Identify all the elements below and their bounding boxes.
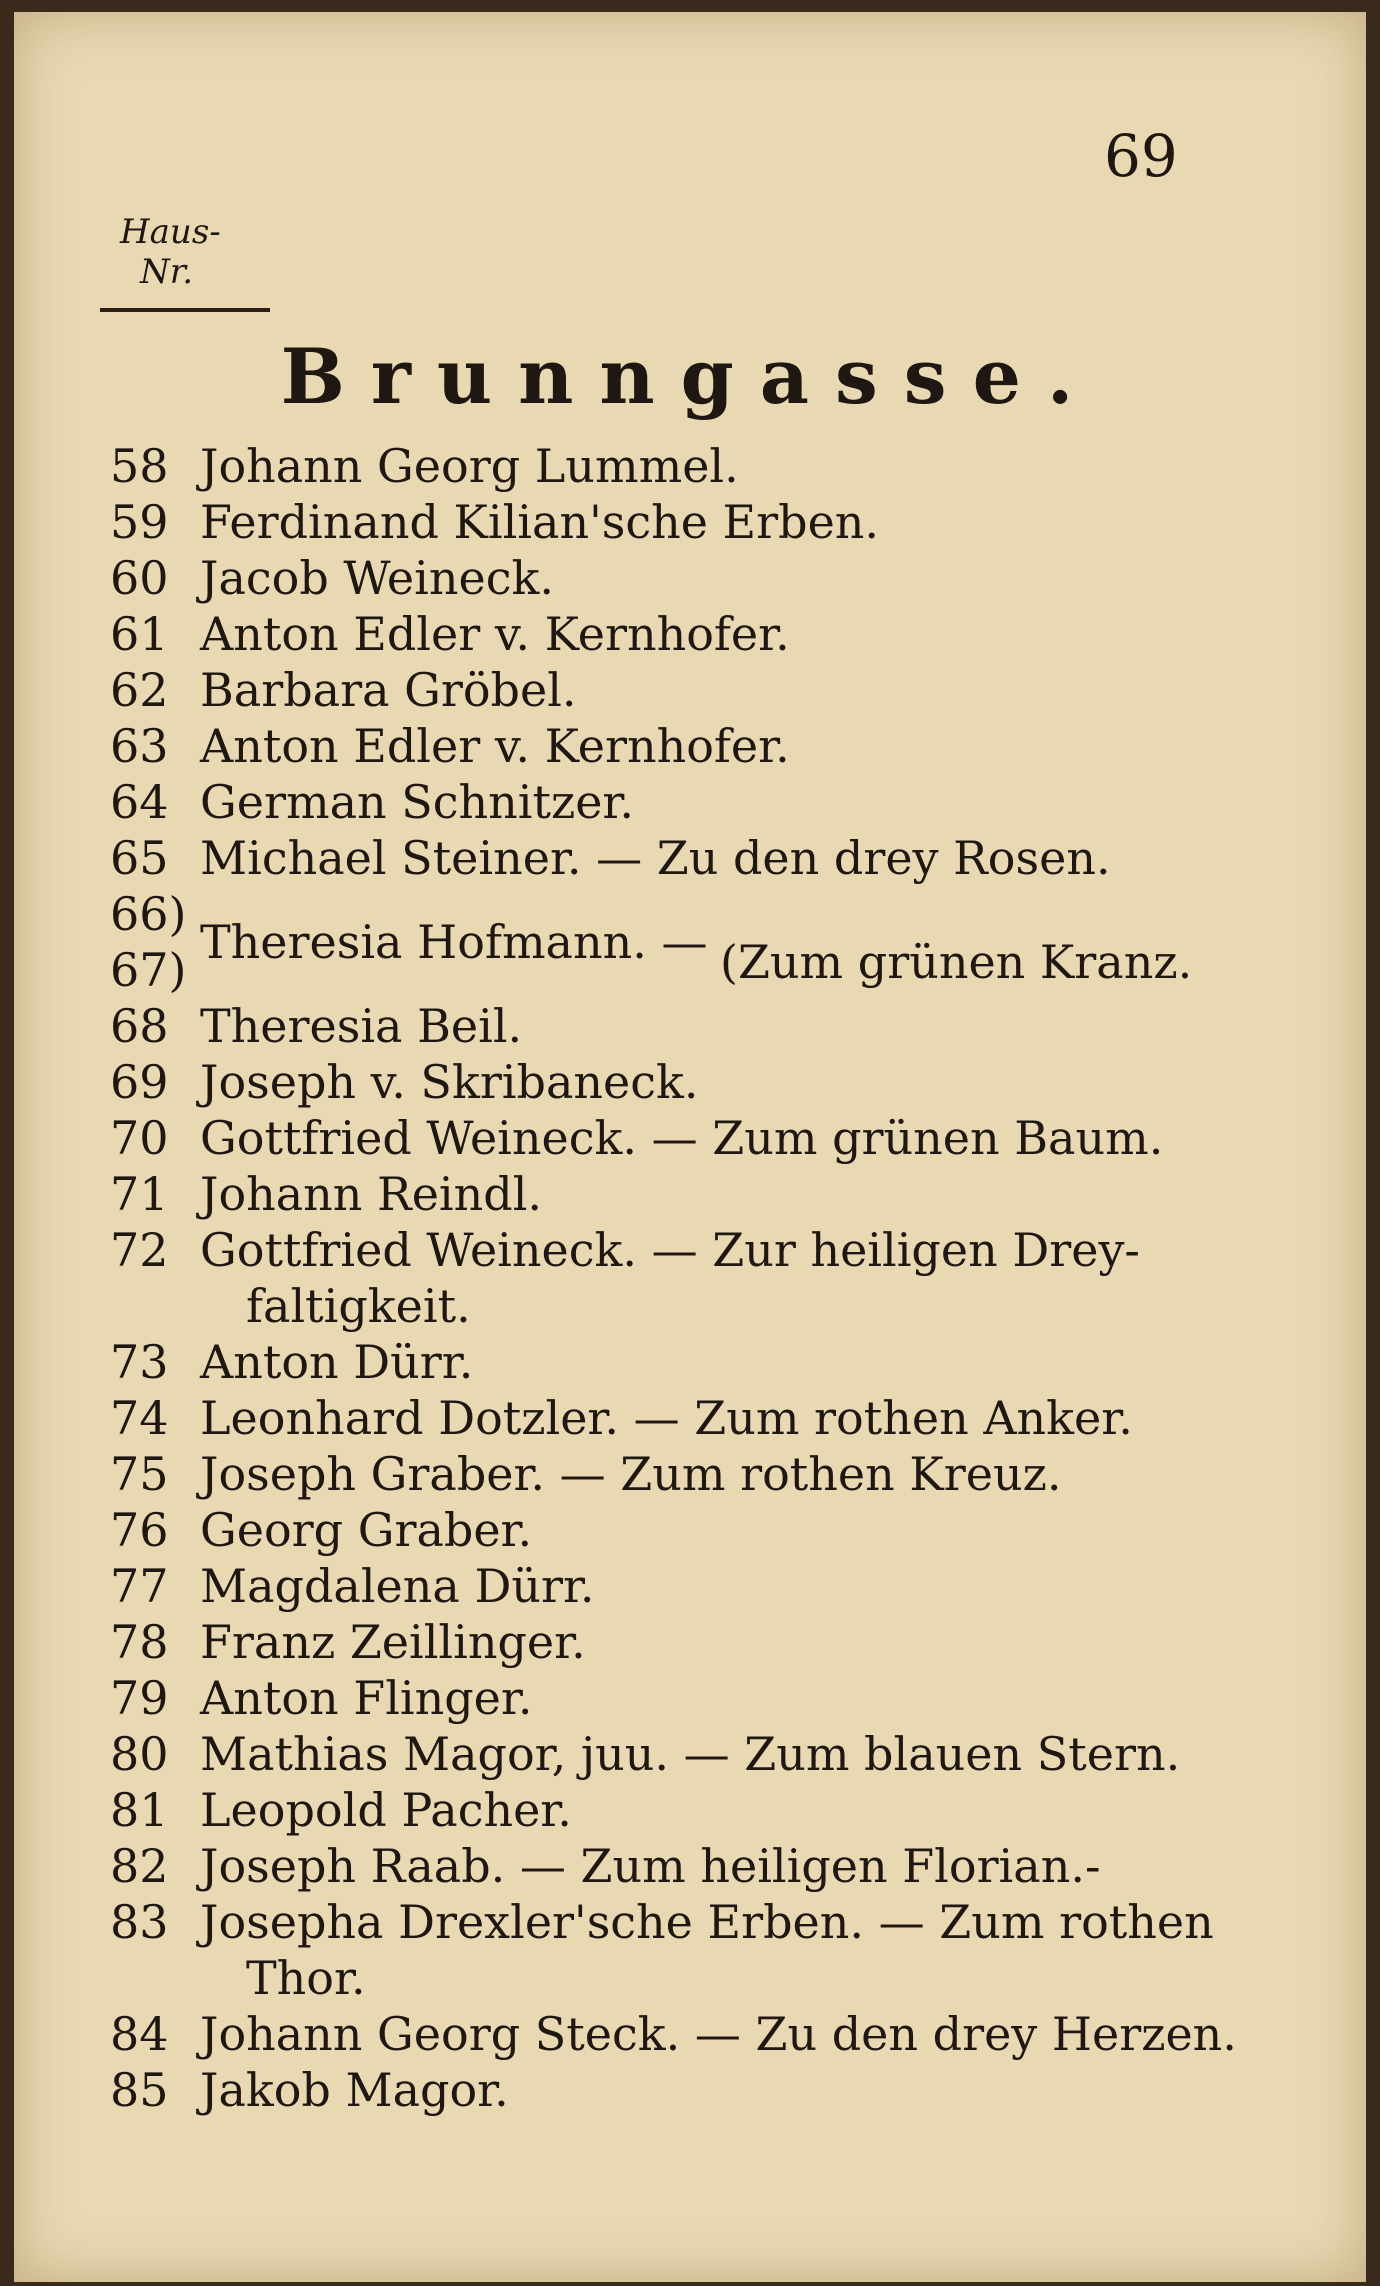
list-item	[110, 2062, 1310, 2118]
list-item	[110, 1446, 1310, 1502]
entry-line: Gottfried Weineck. — Zur heiligen Drey-	[200, 1223, 1140, 1277]
list-item	[110, 606, 1310, 662]
house-number: 85	[110, 2063, 169, 2117]
entry-line: Anton Edler v. Kernhofer.	[200, 719, 790, 773]
street-title: Brunngasse.	[280, 332, 1100, 421]
entry-text	[200, 494, 1310, 550]
entry-text	[200, 1446, 1310, 1502]
entry-text	[200, 1054, 1310, 1110]
entry-line: Anton Dürr.	[200, 1335, 474, 1389]
list-item	[110, 2006, 1310, 2062]
entry-line: Jacob Weineck.	[200, 551, 554, 605]
entry-line: Franz Zeillinger.	[200, 1615, 586, 1669]
entry-text	[200, 1894, 1310, 2006]
entry-line: Theresia Beil.	[200, 999, 523, 1053]
column-header-rule	[100, 308, 270, 312]
list-item	[110, 718, 1310, 774]
entry-text	[200, 1110, 1310, 1166]
book-page	[14, 12, 1366, 2282]
entry-line: Mathias Magor, juu. — Zum blauen Stern.	[200, 1727, 1181, 1781]
entry-line: Ferdinand Kilian'sche Erben.	[200, 495, 880, 549]
list-item	[110, 438, 1310, 494]
entry-line: Johann Reindl.	[200, 1167, 543, 1221]
house-number: 65	[110, 831, 169, 885]
entry-text	[200, 662, 1310, 718]
entry-line: Gottfried Weineck. — Zum grünen Baum.	[200, 1111, 1164, 1165]
house-number: 75	[110, 1447, 169, 1501]
house-number: 72	[110, 1223, 169, 1277]
house-number: 80	[110, 1727, 169, 1781]
house-sign: (Zum grünen Kranz.	[720, 935, 1193, 989]
list-item	[110, 1502, 1310, 1558]
entry-text	[200, 1782, 1310, 1838]
entry-line: Joseph Graber. — Zum rothen Kreuz.	[200, 1447, 1062, 1501]
entry-text	[200, 1222, 1310, 1334]
house-number: 81	[110, 1783, 169, 1837]
list-item	[110, 1894, 1310, 2006]
house-number: 60	[110, 551, 169, 605]
entry-text	[200, 718, 1310, 774]
entry-text	[200, 550, 1310, 606]
house-number: 76	[110, 1503, 169, 1557]
list-item	[110, 1166, 1310, 1222]
entry-text	[200, 606, 1310, 662]
page-number: 69	[1104, 122, 1178, 190]
list-item	[110, 1110, 1310, 1166]
list-item	[110, 774, 1310, 830]
entry-line: Anton Flinger.	[200, 1671, 533, 1725]
house-number: 78	[110, 1615, 169, 1669]
entry-text	[200, 2006, 1310, 2062]
entry-text	[200, 1390, 1310, 1446]
entry-line: Barbara Gröbel.	[200, 663, 577, 717]
entry-continuation: Thor.	[246, 1951, 366, 2005]
list-item	[110, 662, 1310, 718]
list-item	[110, 1614, 1310, 1670]
house-number: 58	[110, 439, 169, 493]
house-number: 73	[110, 1335, 169, 1389]
entry-text	[200, 1334, 1310, 1390]
entry-text	[200, 774, 1310, 830]
list-item	[110, 830, 1310, 886]
entry-text	[200, 1502, 1310, 1558]
house-number: 79	[110, 1671, 169, 1725]
entry-text	[200, 2062, 1310, 2118]
house-number: 63	[110, 719, 169, 773]
entry-text	[200, 1614, 1310, 1670]
column-header-line1: Haus-	[120, 212, 221, 252]
entry-line: German Schnitzer.	[200, 775, 634, 829]
owner-name: Theresia Hofmann. —	[200, 915, 708, 969]
list-item	[110, 1334, 1310, 1390]
entry-line: Magdalena Dürr.	[200, 1559, 595, 1613]
entry-text	[200, 1558, 1310, 1614]
entry-list	[110, 438, 1310, 2118]
house-number: 69	[110, 1055, 169, 1109]
entry-line: Jakob Magor.	[200, 2063, 509, 2117]
house-number: 61	[110, 607, 169, 661]
house-number: 59	[110, 495, 169, 549]
house-number: 71	[110, 1167, 169, 1221]
entry-line: Johann Georg Lummel.	[200, 439, 739, 493]
entry-text	[200, 438, 1310, 494]
list-item	[110, 1390, 1310, 1446]
entry-line: Leopold Pacher.	[200, 1783, 572, 1837]
house-number: 84	[110, 2007, 169, 2061]
entry-text	[200, 1670, 1310, 1726]
list-item	[110, 1782, 1310, 1838]
entry-text	[200, 830, 1310, 886]
entry-line: Georg Graber.	[200, 1503, 533, 1557]
entry-text	[200, 1166, 1310, 1222]
entry-line: Johann Georg Steck. — Zu den drey Herzen.	[200, 2007, 1237, 2061]
list-item	[110, 550, 1310, 606]
house-number: 82	[110, 1839, 169, 1893]
entry-text	[200, 1838, 1310, 1894]
list-item	[110, 1558, 1310, 1614]
list-item	[110, 1670, 1310, 1726]
entry-line: Anton Edler v. Kernhofer.	[200, 607, 790, 661]
bracket-entry	[110, 886, 1310, 998]
house-number: 68	[110, 999, 169, 1053]
entry-text	[200, 998, 1310, 1054]
entry-line: Joseph Raab. — Zum heiligen Florian.-	[200, 1839, 1101, 1893]
bracket-numbers	[110, 886, 200, 998]
house-number: 67)	[110, 943, 187, 997]
list-item	[110, 998, 1310, 1054]
entry-line: Joseph v. Skribaneck.	[200, 1055, 699, 1109]
list-item	[110, 1726, 1310, 1782]
entry-line: Josepha Drexler'sche Erben. — Zum rothen	[200, 1895, 1214, 1949]
house-number: 74	[110, 1391, 169, 1445]
entry-line: Michael Steiner. — Zu den drey Rosen.	[200, 831, 1111, 885]
house-number: 77	[110, 1559, 169, 1613]
list-item	[110, 494, 1310, 550]
house-number: 64	[110, 775, 169, 829]
house-number: 66)	[110, 887, 187, 941]
house-number: 70	[110, 1111, 169, 1165]
list-item	[110, 1222, 1310, 1334]
entry-continuation: faltigkeit.	[246, 1279, 471, 1333]
column-header	[100, 212, 270, 292]
column-header-line2: Nr.	[140, 252, 194, 292]
entry-line: Leonhard Dotzler. — Zum rothen Anker.	[200, 1391, 1133, 1445]
house-number: 62	[110, 663, 169, 717]
entry-text	[200, 1726, 1310, 1782]
house-number: 83	[110, 1895, 169, 1949]
list-item	[110, 1054, 1310, 1110]
list-item	[110, 1838, 1310, 1894]
